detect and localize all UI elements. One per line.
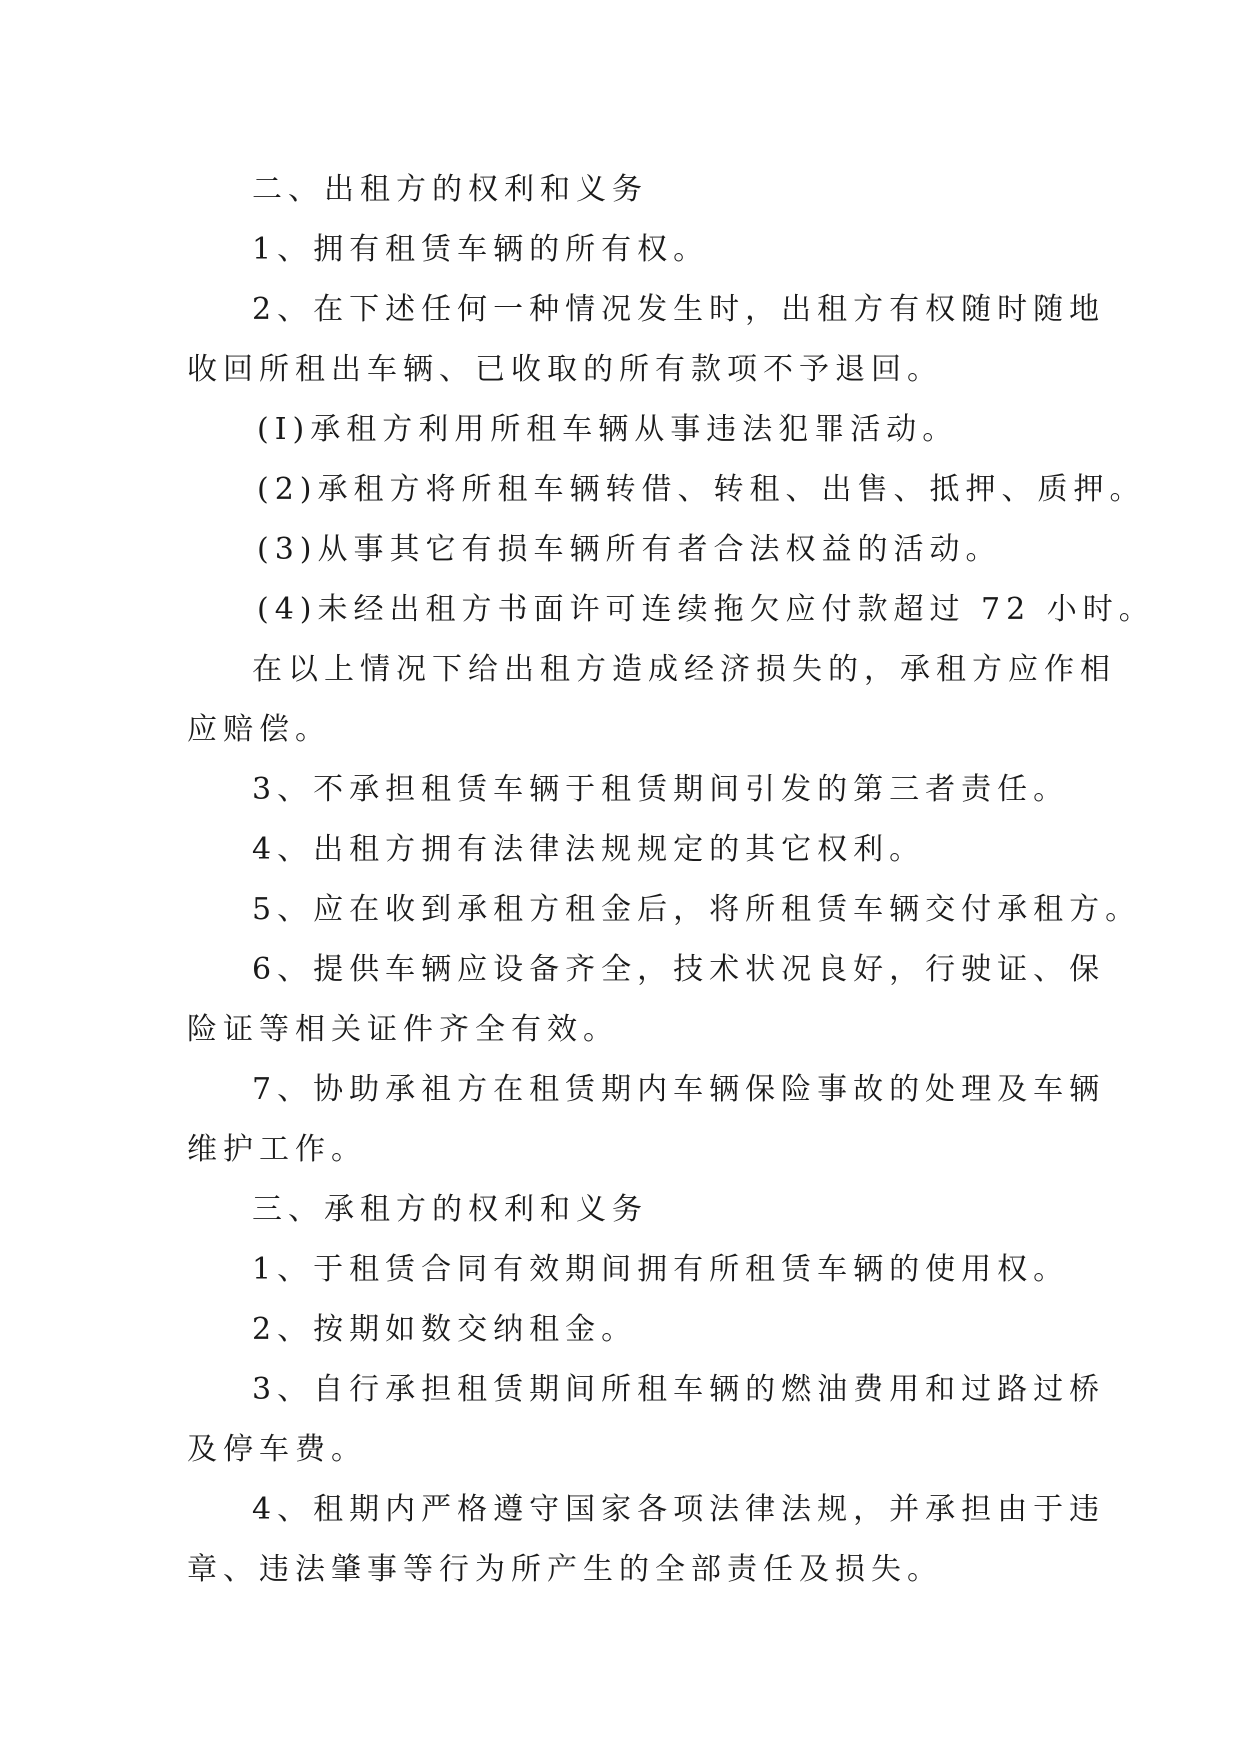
text-line: 收回所租出车辆、已收取的所有款项不予退回。 <box>187 352 943 387</box>
text-line: 应赔偿。 <box>187 712 331 747</box>
text-line: 4、出租方拥有法律法规规定的其它权利。 <box>252 832 926 867</box>
text-line: 7、协助承祖方在租赁期内车辆保险事故的处理及车辆 <box>252 1072 1106 1107</box>
text-line: 二、出租方的权利和义务 <box>252 172 648 207</box>
document-body <box>187 160 1155 1600</box>
text-line: 6、提供车辆应设备齐全，技术状况良好，行驶证、保 <box>252 952 1106 987</box>
text-line: 在以上情况下给出租方造成经济损失的，承租方应作相 <box>252 652 1116 687</box>
text-line: 章、违法肇事等行为所产生的全部责任及损失。 <box>187 1552 943 1587</box>
text-line: 3、不承担租赁车辆于租赁期间引发的第三者责任。 <box>252 772 1070 807</box>
text-line: 5、应在收到承租方租金后，将所租赁车辆交付承租方。 <box>252 892 1142 927</box>
text-line: 险证等相关证件齐全有效。 <box>187 1012 619 1047</box>
text-line: 1、于租赁合同有效期间拥有所租赁车辆的使用权。 <box>252 1252 1070 1287</box>
text-line: (I)承租方利用所租车辆从事违法犯罪活动。 <box>257 412 959 447</box>
text-line: (2)承租方将所租车辆转借、转租、出售、抵押、质押。 <box>257 472 1146 507</box>
text-line: 2、在下述任何一种情况发生时，出租方有权随时随地 <box>252 292 1106 327</box>
text-line: 及停车费。 <box>187 1432 367 1467</box>
text-line: (4)未经出租方书面许可连续拖欠应付款超过 72 小时。 <box>257 592 1155 627</box>
text-line: (3)从事其它有损车辆所有者合法权益的活动。 <box>257 532 1002 567</box>
text-line: 三、承租方的权利和义务 <box>252 1192 648 1227</box>
text-line: 维护工作。 <box>187 1132 367 1167</box>
text-line: 3、自行承担租赁期间所租车辆的燃油费用和过路过桥 <box>252 1372 1106 1407</box>
text-line: 4、租期内严格遵守国家各项法律法规，并承担由于违 <box>252 1492 1106 1527</box>
text-line: 2、按期如数交纳租金。 <box>252 1312 638 1347</box>
text-line: 1、拥有租赁车辆的所有权。 <box>252 232 710 267</box>
